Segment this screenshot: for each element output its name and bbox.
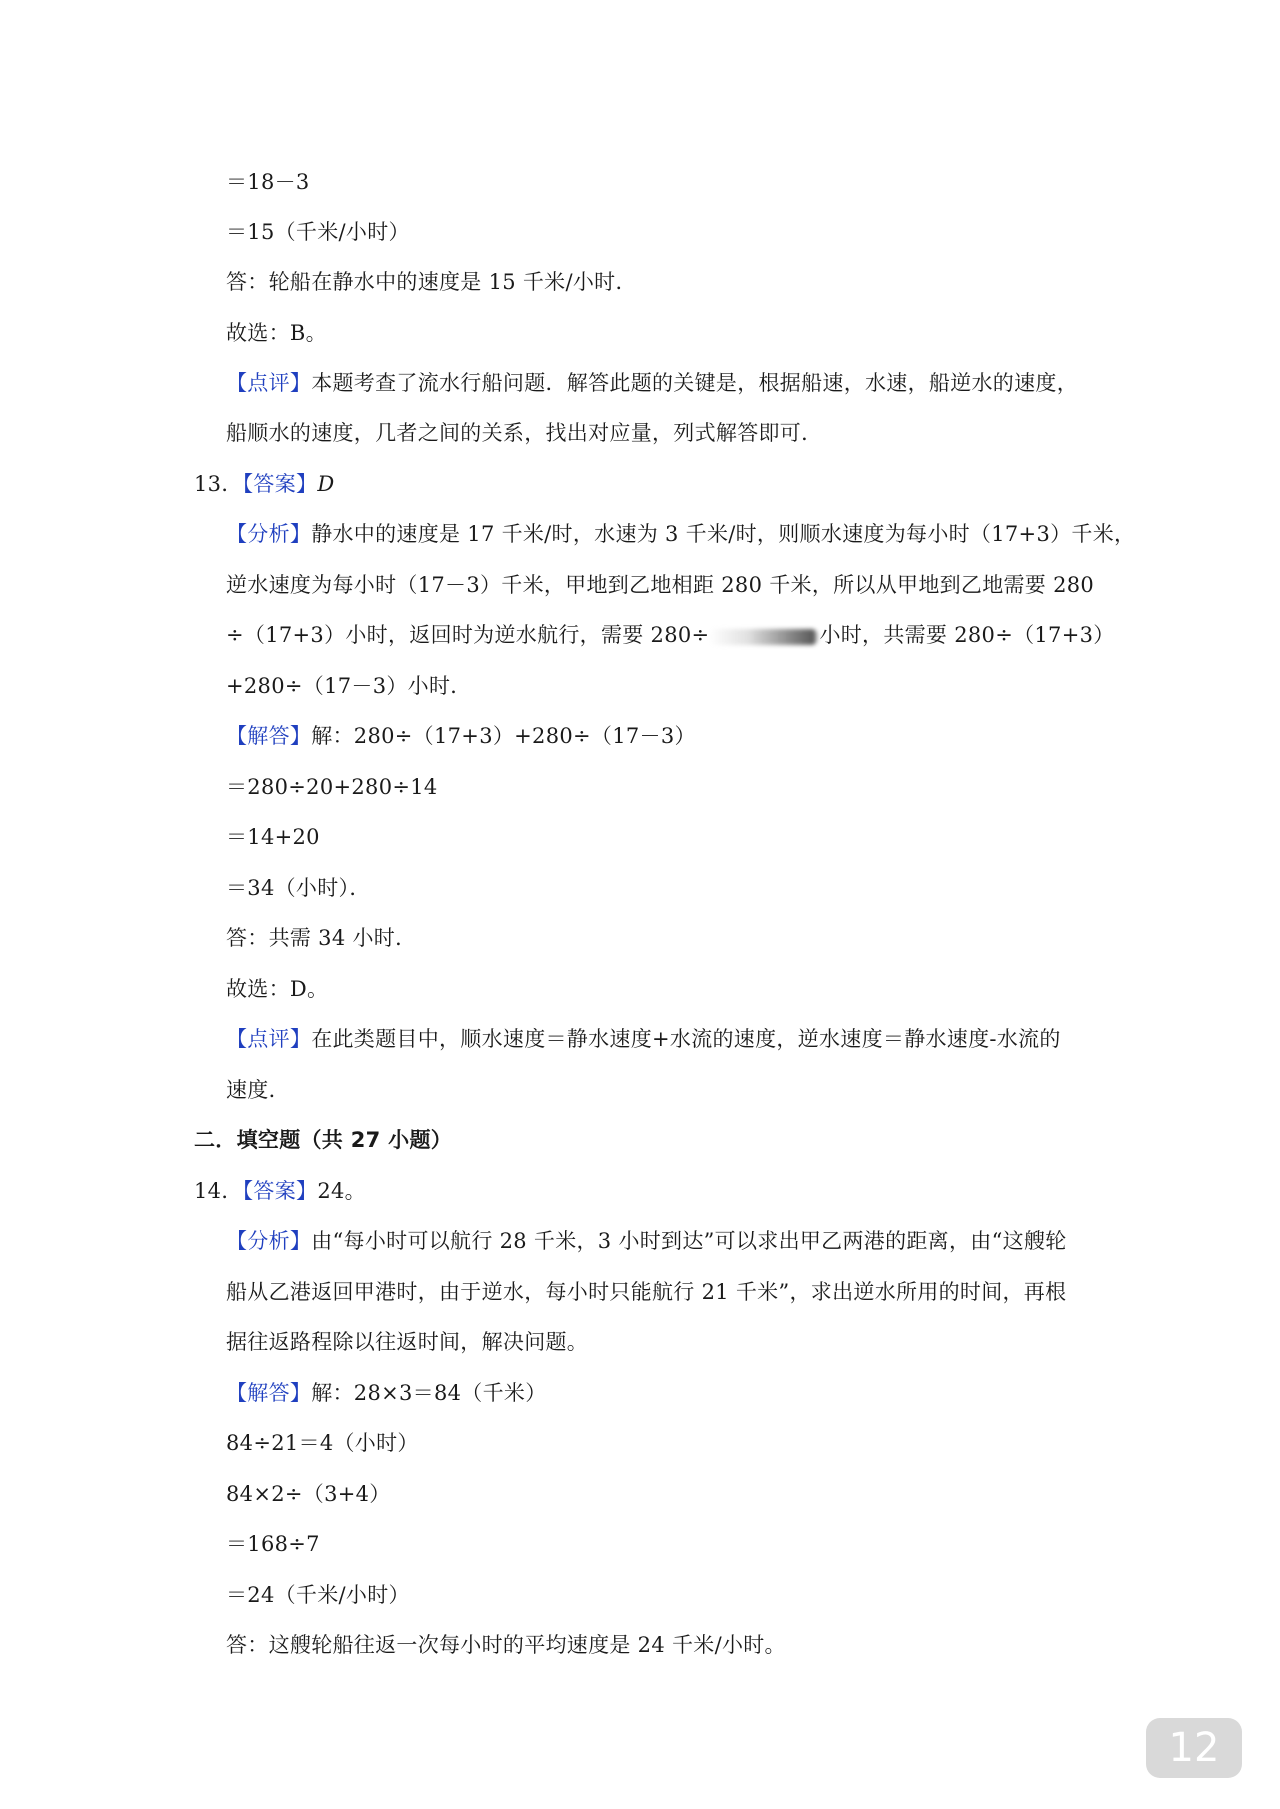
text-line: 84÷21＝4（小时） bbox=[226, 1431, 419, 1455]
text-line: 故选：D。 bbox=[226, 977, 329, 1001]
text-line: 答：轮船在静水中的速度是 15 千米/小时． bbox=[226, 270, 637, 294]
text-line: ＝15（千米/小时） bbox=[226, 220, 410, 244]
text-line: +280÷（17－3）小时． bbox=[226, 674, 472, 698]
page-number-badge: 12 bbox=[1146, 1718, 1242, 1778]
text-line: 故选：B。 bbox=[226, 321, 327, 345]
text-line: ＝24（千米/小时） bbox=[226, 1583, 410, 1607]
text-line: ＝34（小时）． bbox=[226, 876, 371, 900]
solution-tag: 【解答】 bbox=[226, 724, 312, 748]
text-line: 逆水速度为每小时（17－3）千米，甲地到乙地相距 280 千米，所以从甲地到乙地需要 280 bbox=[226, 573, 1095, 597]
text-line: 答：这艘轮船往返一次每小时的平均速度是 24 千米/小时。 bbox=[226, 1633, 786, 1657]
solution-line: 【解答】解：28×3＝84（千米） bbox=[226, 1381, 547, 1405]
answer-tag: 【答案】 bbox=[242, 472, 318, 496]
analysis-line: 【分析】由“每小时可以航行 28 千米，3 小时到达”可以求出甲乙两港的距离，由“这艘轮 bbox=[226, 1229, 1067, 1253]
text-line: 船顺水的速度，几者之间的关系，找出对应量，列式解答即可． bbox=[226, 421, 823, 445]
text-line: ＝14+20 bbox=[226, 825, 320, 849]
text-line: ＝18－3 bbox=[226, 170, 310, 194]
answer-line-14: 14．【答案】24。 bbox=[194, 1179, 366, 1203]
review-line: 【点评】在此类题目中，顺水速度＝静水速度+水流的速度，逆水速度＝静水速度-水流的 bbox=[226, 1027, 1061, 1051]
text-line: 速度． bbox=[226, 1078, 290, 1102]
analysis-tag: 【分析】 bbox=[226, 522, 312, 546]
text-line: ＝280÷20+280÷14 bbox=[226, 775, 438, 799]
text-line: 船从乙港返回甲港时，由于逆水，每小时只能航行 21 千米”，求出逆水所用的时间，再根 bbox=[226, 1280, 1067, 1304]
review-tag: 【点评】 bbox=[226, 371, 312, 395]
solution-tag: 【解答】 bbox=[226, 1381, 312, 1405]
text-line: ＝168÷7 bbox=[226, 1532, 320, 1556]
answer-line-13: 13．【答案】D bbox=[194, 472, 335, 496]
review-line: 【点评】本题考查了流水行船问题．解答此题的关键是，根据船速，水速，船逆水的速度， bbox=[226, 371, 1078, 395]
answer-tag: 【答案】 bbox=[242, 1179, 318, 1203]
analysis-line: 【分析】静水中的速度是 17 千米/时，水速为 3 千米/时，则顺水速度为每小时（17+3）千米， bbox=[226, 522, 1136, 546]
redaction-smudge bbox=[709, 629, 819, 645]
section-heading: 二．填空题（共 27 小题） bbox=[194, 1128, 453, 1152]
review-tag: 【点评】 bbox=[226, 1027, 312, 1051]
solution-line: 【解答】解：280÷（17+3）+280÷（17－3） bbox=[226, 724, 696, 748]
text-line: 据往返路程除以往返时间，解决问题。 bbox=[226, 1330, 589, 1354]
text-line: 答：共需 34 小时． bbox=[226, 926, 417, 950]
analysis-tag: 【分析】 bbox=[226, 1229, 312, 1253]
text-line: 84×2÷（3+4） bbox=[226, 1482, 391, 1506]
text-line: ÷（17+3）小时，返回时为逆水航行，需要 280÷ 小时，共需要 280÷（17+3） bbox=[226, 623, 1115, 647]
